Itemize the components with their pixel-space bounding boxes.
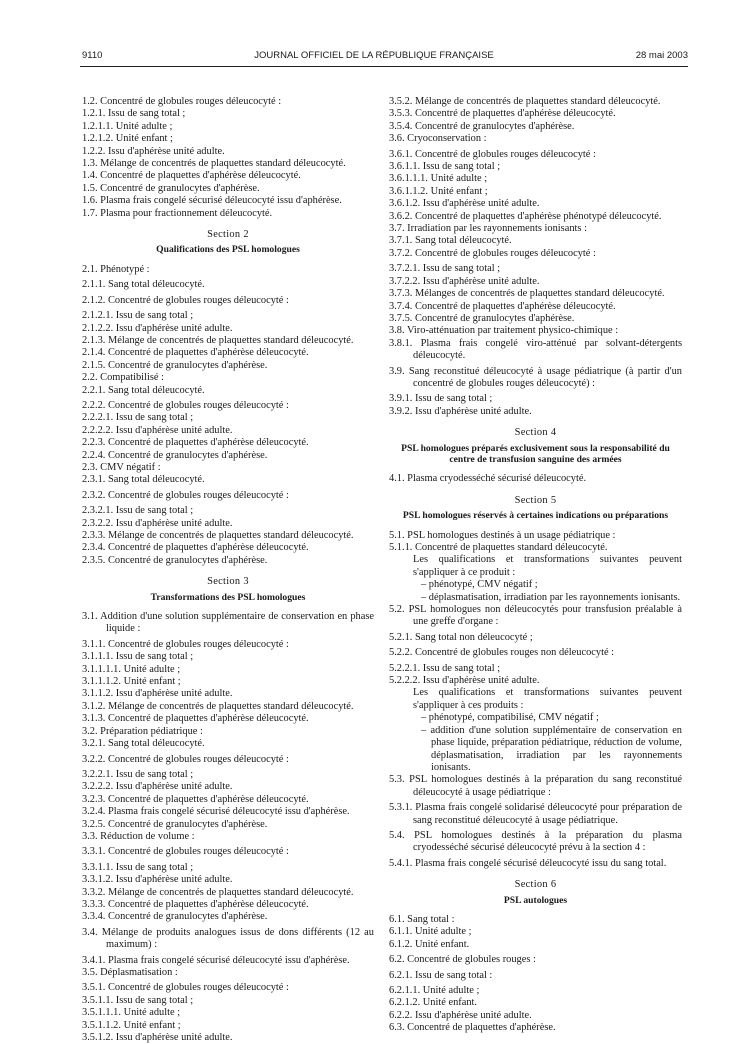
list-item: 2.1.4. Concentré de plaquettes d'aphérèse déleucocyté.	[82, 347, 309, 359]
list-item: 3.3. Réduction de volume :	[82, 830, 195, 842]
list-item: 3.2. Préparation pédiatrique :	[82, 725, 203, 737]
list-item: 3.1.1.2. Issu d'aphérèse unité adulte.	[82, 688, 233, 700]
list-item: 3.6.1.1.1. Unité adulte ;	[389, 173, 488, 185]
page-number: 9110	[82, 50, 103, 61]
right-column	[389, 96, 682, 1035]
section-title: Qualifications des PSL homologues	[156, 244, 300, 256]
list-item: 3.1.3. Concentré de plaquettes d'aphérèse déleucocyté.	[82, 713, 309, 725]
dash-item: – déplasmatisation, irradiation par les rayonnements ionisants.	[421, 591, 681, 603]
paragraph: Les qualifications et transformations suivantes peuvent s'appliquer à ce produit :	[413, 554, 682, 578]
list-item: 2.1.2.1. Issu de sang total ;	[82, 310, 194, 322]
list-item: 2.2.1. Sang total déleucocyté.	[82, 384, 205, 396]
journal-title: JOURNAL OFFICIEL DE LA RÉPUBLIQUE FRANÇAISE	[254, 50, 494, 61]
list-item: 1.2.1.2. Unité enfant ;	[82, 133, 173, 145]
list-item: 2.1.2. Concentré de globules rouges déleucocyté :	[82, 294, 289, 306]
list-item: 2.2.2. Concentré de globules rouges déleucocyté :	[82, 399, 289, 411]
list-item: 3.8.1. Plasma frais congelé viro-atténué par solvant-détergents déleucocyté.	[389, 337, 682, 362]
list-item: 6.1. Sang total :	[389, 913, 455, 925]
list-item: 3.2.2. Concentré de globules rouges déleucocyté :	[82, 753, 289, 765]
list-item: 3.9.2. Issu d'aphérèse unité adulte.	[389, 405, 532, 417]
list-item: 6.2.2. Issu d'aphérèse unité adulte.	[389, 1009, 532, 1021]
list-item: 2.3.4. Concentré de plaquettes d'aphérèse déleucocyté.	[82, 542, 309, 554]
list-item: 3.7.4. Concentré de plaquettes d'aphérèse déleucocyté.	[389, 300, 616, 312]
list-item: 6.2.1. Issu de sang total :	[389, 969, 493, 981]
list-item: 5.4. PSL homologues destinés à la préparation du plasma cryodesséché sécurisé déleucocyté prévu à la section 4 :	[389, 829, 682, 854]
list-item: 2.1. Phénotypé :	[82, 263, 150, 275]
list-item: 3.6.1. Concentré de globules rouges déleucocyté :	[389, 148, 596, 160]
list-item: 2.3.1. Sang total déleucocyté.	[82, 474, 205, 486]
list-item: 2.3.3. Mélange de concentrés de plaquettes standard déleucocyté.	[82, 530, 354, 541]
list-item: 2.3.5. Concentré de granulocytes d'aphérèse.	[82, 554, 268, 566]
list-item: 5.1.1. Concentré de plaquettes standard déleucocyté.	[389, 542, 608, 553]
list-item: 3.3.1.1. Issu de sang total ;	[82, 861, 194, 873]
dash-item: – addition d'une solution supplémentaire de conservation en phase liquide, préparation pédiatrique, réduction de volume, déplasmatisation, irradiation par les rayonnements ionisants.	[421, 724, 682, 773]
page-header	[0, 50, 748, 64]
list-item: 3.5.3. Concentré de plaquettes d'aphérèse déleucocyté.	[389, 108, 616, 120]
list-item: 3.9. Sang reconstitué déleucocyté à usage pédiatrique (à partir d'un concentré de globules rouges déleucocyté) :	[389, 365, 682, 389]
list-item: 3.9.1. Issu de sang total ;	[389, 393, 493, 405]
list-item: 3.8. Viro-atténuation par traitement physico-chimique :	[389, 325, 619, 337]
list-item: 3.2.3. Concentré de plaquettes d'aphérèse déleucocyté.	[82, 793, 309, 805]
list-item: 2.1.1. Sang total déleucocyté.	[82, 279, 205, 291]
list-item: 3.2.4. Plasma frais congelé sécurisé déleucocyté issu d'aphérèse.	[82, 806, 350, 818]
list-item: 5.2.1. Sang total non déleucocyté ;	[389, 631, 533, 643]
list-item: 5.3.1. Plasma frais congelé solidarisé déleucocyté pour préparation de sang reconstitué déleucocyté à usage pédiatrique.	[389, 802, 682, 826]
list-item: 3.5.1. Concentré de globules rouges déleucocyté :	[82, 982, 289, 994]
list-item: 5.1. PSL homologues destinés à un usage pédiatrique :	[389, 529, 616, 541]
list-item: 3.7.2.2. Issu d'aphérèse unité adulte.	[389, 275, 540, 287]
left-column	[82, 96, 374, 1044]
list-item: 3.2.2.2. Issu d'aphérèse unité adulte.	[82, 781, 233, 793]
list-item: 1.4. Concentré de plaquettes d'aphérèse déleucocyté.	[82, 170, 301, 182]
section-title: Transformations des PSL homologues	[150, 591, 306, 603]
list-item: 3.1.1.1. Issu de sang total ;	[82, 651, 194, 663]
list-item: 1.2.2. Issu d'aphérèse unité adulte.	[82, 145, 225, 157]
list-item: 3.7. Irradiation par les rayonnements ionisants :	[389, 223, 587, 235]
section-heading: Section 3	[207, 576, 249, 588]
dash-item: – phénotypé, compatibilisé, CMV négatif ;	[421, 712, 599, 724]
list-item: 3.7.1. Sang total déleucocyté.	[389, 235, 512, 247]
section-title: PSL homologues réservés à certaines indications ou préparations	[402, 510, 669, 522]
publication-date: 28 mai 2003	[635, 50, 688, 61]
list-item: 6.1.1. Unité adulte ;	[389, 926, 472, 938]
list-item: 2.3. CMV négatif :	[82, 461, 161, 473]
list-item: 2.1.3. Mélange de concentrés de plaquettes standard déleucocyté.	[82, 334, 354, 346]
list-item: 3.3.1. Concentré de globules rouges déleucocyté :	[82, 846, 289, 858]
paragraph: Les qualifications et transformations suivantes peuvent s'appliquer à ces produits :	[413, 687, 682, 711]
list-item: 3.6.2. Concentré de plaquettes d'aphérèse phénotypé déleucocyté.	[389, 210, 662, 222]
list-item: 2.1.2.2. Issu d'aphérèse unité adulte.	[82, 322, 233, 334]
list-item: 1.5. Concentré de granulocytes d'aphérèse.	[82, 182, 260, 194]
list-item: 3.2.1. Sang total déleucocyté.	[82, 738, 205, 750]
list-item: 6.1.2. Unité enfant.	[389, 938, 470, 950]
list-item: 1.2.1. Issu de sang total ;	[82, 108, 186, 120]
section-heading: Section 2	[207, 229, 249, 241]
list-item: 3.5.4. Concentré de granulocytes d'aphérèse.	[389, 120, 575, 132]
list-item: 2.2. Compatibilisé :	[82, 372, 164, 384]
list-item: 1.2. Concentré de globules rouges déleucocyté :	[82, 96, 282, 107]
list-item: 6.3. Concentré de plaquettes d'aphérèse.	[389, 1022, 556, 1034]
list-item: 1.3. Mélange de concentrés de plaquettes standard déleucocyté.	[82, 158, 346, 170]
list-item: 3.6.1.2. Issu d'aphérèse unité adulte.	[389, 198, 540, 210]
list-item: 5.2. PSL homologues non déleucocytés pour transfusion préalable à une greffe d'organe :	[389, 604, 682, 628]
section-title: PSL autologues	[503, 894, 568, 906]
header-rule	[80, 66, 688, 67]
list-item: 2.2.2.1. Issu de sang total ;	[82, 412, 194, 424]
list-item: 1.6. Plasma frais congelé sécurisé déleucocyté issu d'aphérèse.	[82, 195, 342, 207]
list-item: 2.2.2.2. Issu d'aphérèse unité adulte.	[82, 424, 233, 436]
list-item: 3.3.4. Concentré de granulocytes d'aphérèse.	[82, 911, 268, 923]
list-item: 6.2.1.2. Unité enfant.	[389, 997, 478, 1009]
list-item: 2.3.2.2. Issu d'aphérèse unité adulte.	[82, 517, 233, 529]
list-item: 3.7.2. Concentré de globules rouges déleucocyté :	[389, 247, 596, 259]
list-item: 2.2.3. Concentré de plaquettes d'aphérèse déleucocyté.	[82, 437, 309, 449]
list-item: 3.4.1. Plasma frais congelé sécurisé déleucocyté issu d'aphérèse.	[82, 954, 350, 966]
section-heading: Section 4	[514, 427, 557, 439]
list-item: 3.6.1.1.2. Unité enfant ;	[389, 185, 488, 197]
list-item: 5.2.2.1. Issu de sang total ;	[389, 662, 501, 674]
list-item: 2.2.4. Concentré de granulocytes d'aphérèse.	[82, 449, 268, 461]
list-item: 3.6. Cryoconservation :	[389, 133, 487, 145]
list-item: 3.5.2. Mélange de concentrés de plaquettes standard déleucocyté.	[389, 96, 661, 107]
list-item: 3.3.1.2. Issu d'aphérèse unité adulte.	[82, 874, 233, 886]
list-item: 1.2.1.1. Unité adulte ;	[82, 120, 173, 132]
dash-item: – phénotypé, CMV négatif ;	[421, 579, 538, 591]
list-item: 3.1. Addition d'une solution supplémentaire de conservation en phase liquide :	[82, 611, 374, 635]
list-item: 2.1.5. Concentré de granulocytes d'aphérèse.	[82, 359, 268, 371]
list-item: 3.1.1.1.1. Unité adulte ;	[82, 663, 181, 675]
list-item: 3.3.3. Concentré de plaquettes d'aphérèse déleucocyté.	[82, 898, 309, 910]
list-item: 3.5.1.2. Issu d'aphérèse unité adulte.	[82, 1032, 233, 1044]
list-item: 6.2. Concentré de globules rouges :	[389, 954, 536, 966]
list-item: 3.2.5. Concentré de granulocytes d'aphérèse.	[82, 818, 268, 830]
list-item: 3.2.2.1. Issu de sang total ;	[82, 768, 194, 780]
section-heading: Section 6	[514, 879, 557, 891]
section-title: PSL homologues préparés exclusivement sous la responsabilité du centre de transfusion sanguine des armées	[401, 442, 670, 465]
list-item: 3.5. Déplasmatisation :	[82, 967, 178, 978]
list-item: 3.7.5. Concentré de granulocytes d'aphérèse.	[389, 312, 575, 324]
list-item: 3.7.3. Mélanges de concentrés de plaquettes standard déleucocyté.	[389, 288, 665, 300]
list-item: 3.1.2. Mélange de concentrés de plaquettes standard déleucocyté.	[82, 700, 354, 712]
list-item: 5.4.1. Plasma frais congelé sécurisé déleucocyté issu du sang total.	[389, 857, 667, 869]
list-item: 2.3.2. Concentré de globules rouges déleucocyté :	[82, 489, 289, 501]
list-item: 3.1.1. Concentré de globules rouges déleucocyté :	[82, 638, 289, 650]
list-item: 5.3. PSL homologues destinés à la préparation du sang reconstitué déleucocyté à usage pédiatrique :	[389, 774, 682, 798]
list-item: 3.4. Mélange de produits analogues issus de dons différents (12 au maximum) :	[82, 926, 374, 951]
list-item: 6.2.1.1. Unité adulte ;	[389, 985, 480, 996]
list-item: 3.5.1.1. Issu de sang total ;	[82, 994, 194, 1006]
list-item: 4.1. Plasma cryodesséché sécurisé déleucocyté.	[389, 473, 587, 485]
list-item: 3.6.1.1. Issu de sang total ;	[389, 161, 501, 173]
section-heading: Section 5	[514, 494, 557, 506]
list-item: 5.2.2. Concentré de globules rouges non déleucocyté :	[389, 647, 615, 659]
list-item: 3.3.2. Mélange de concentrés de plaquettes standard déleucocyté.	[82, 886, 354, 898]
list-item: 3.5.1.1.2. Unité enfant ;	[82, 1019, 181, 1031]
list-item: 3.5.1.1.1. Unité adulte ;	[82, 1007, 181, 1019]
list-item: 2.3.2.1. Issu de sang total ;	[82, 505, 194, 517]
list-item: 3.1.1.1.2. Unité enfant ;	[82, 676, 181, 688]
list-item: 3.7.2.1. Issu de sang total ;	[389, 263, 501, 275]
list-item: 5.2.2.2. Issu d'aphérèse unité adulte.	[389, 675, 540, 687]
list-item: 1.7. Plasma pour fractionnement déleucocyté.	[82, 207, 273, 219]
